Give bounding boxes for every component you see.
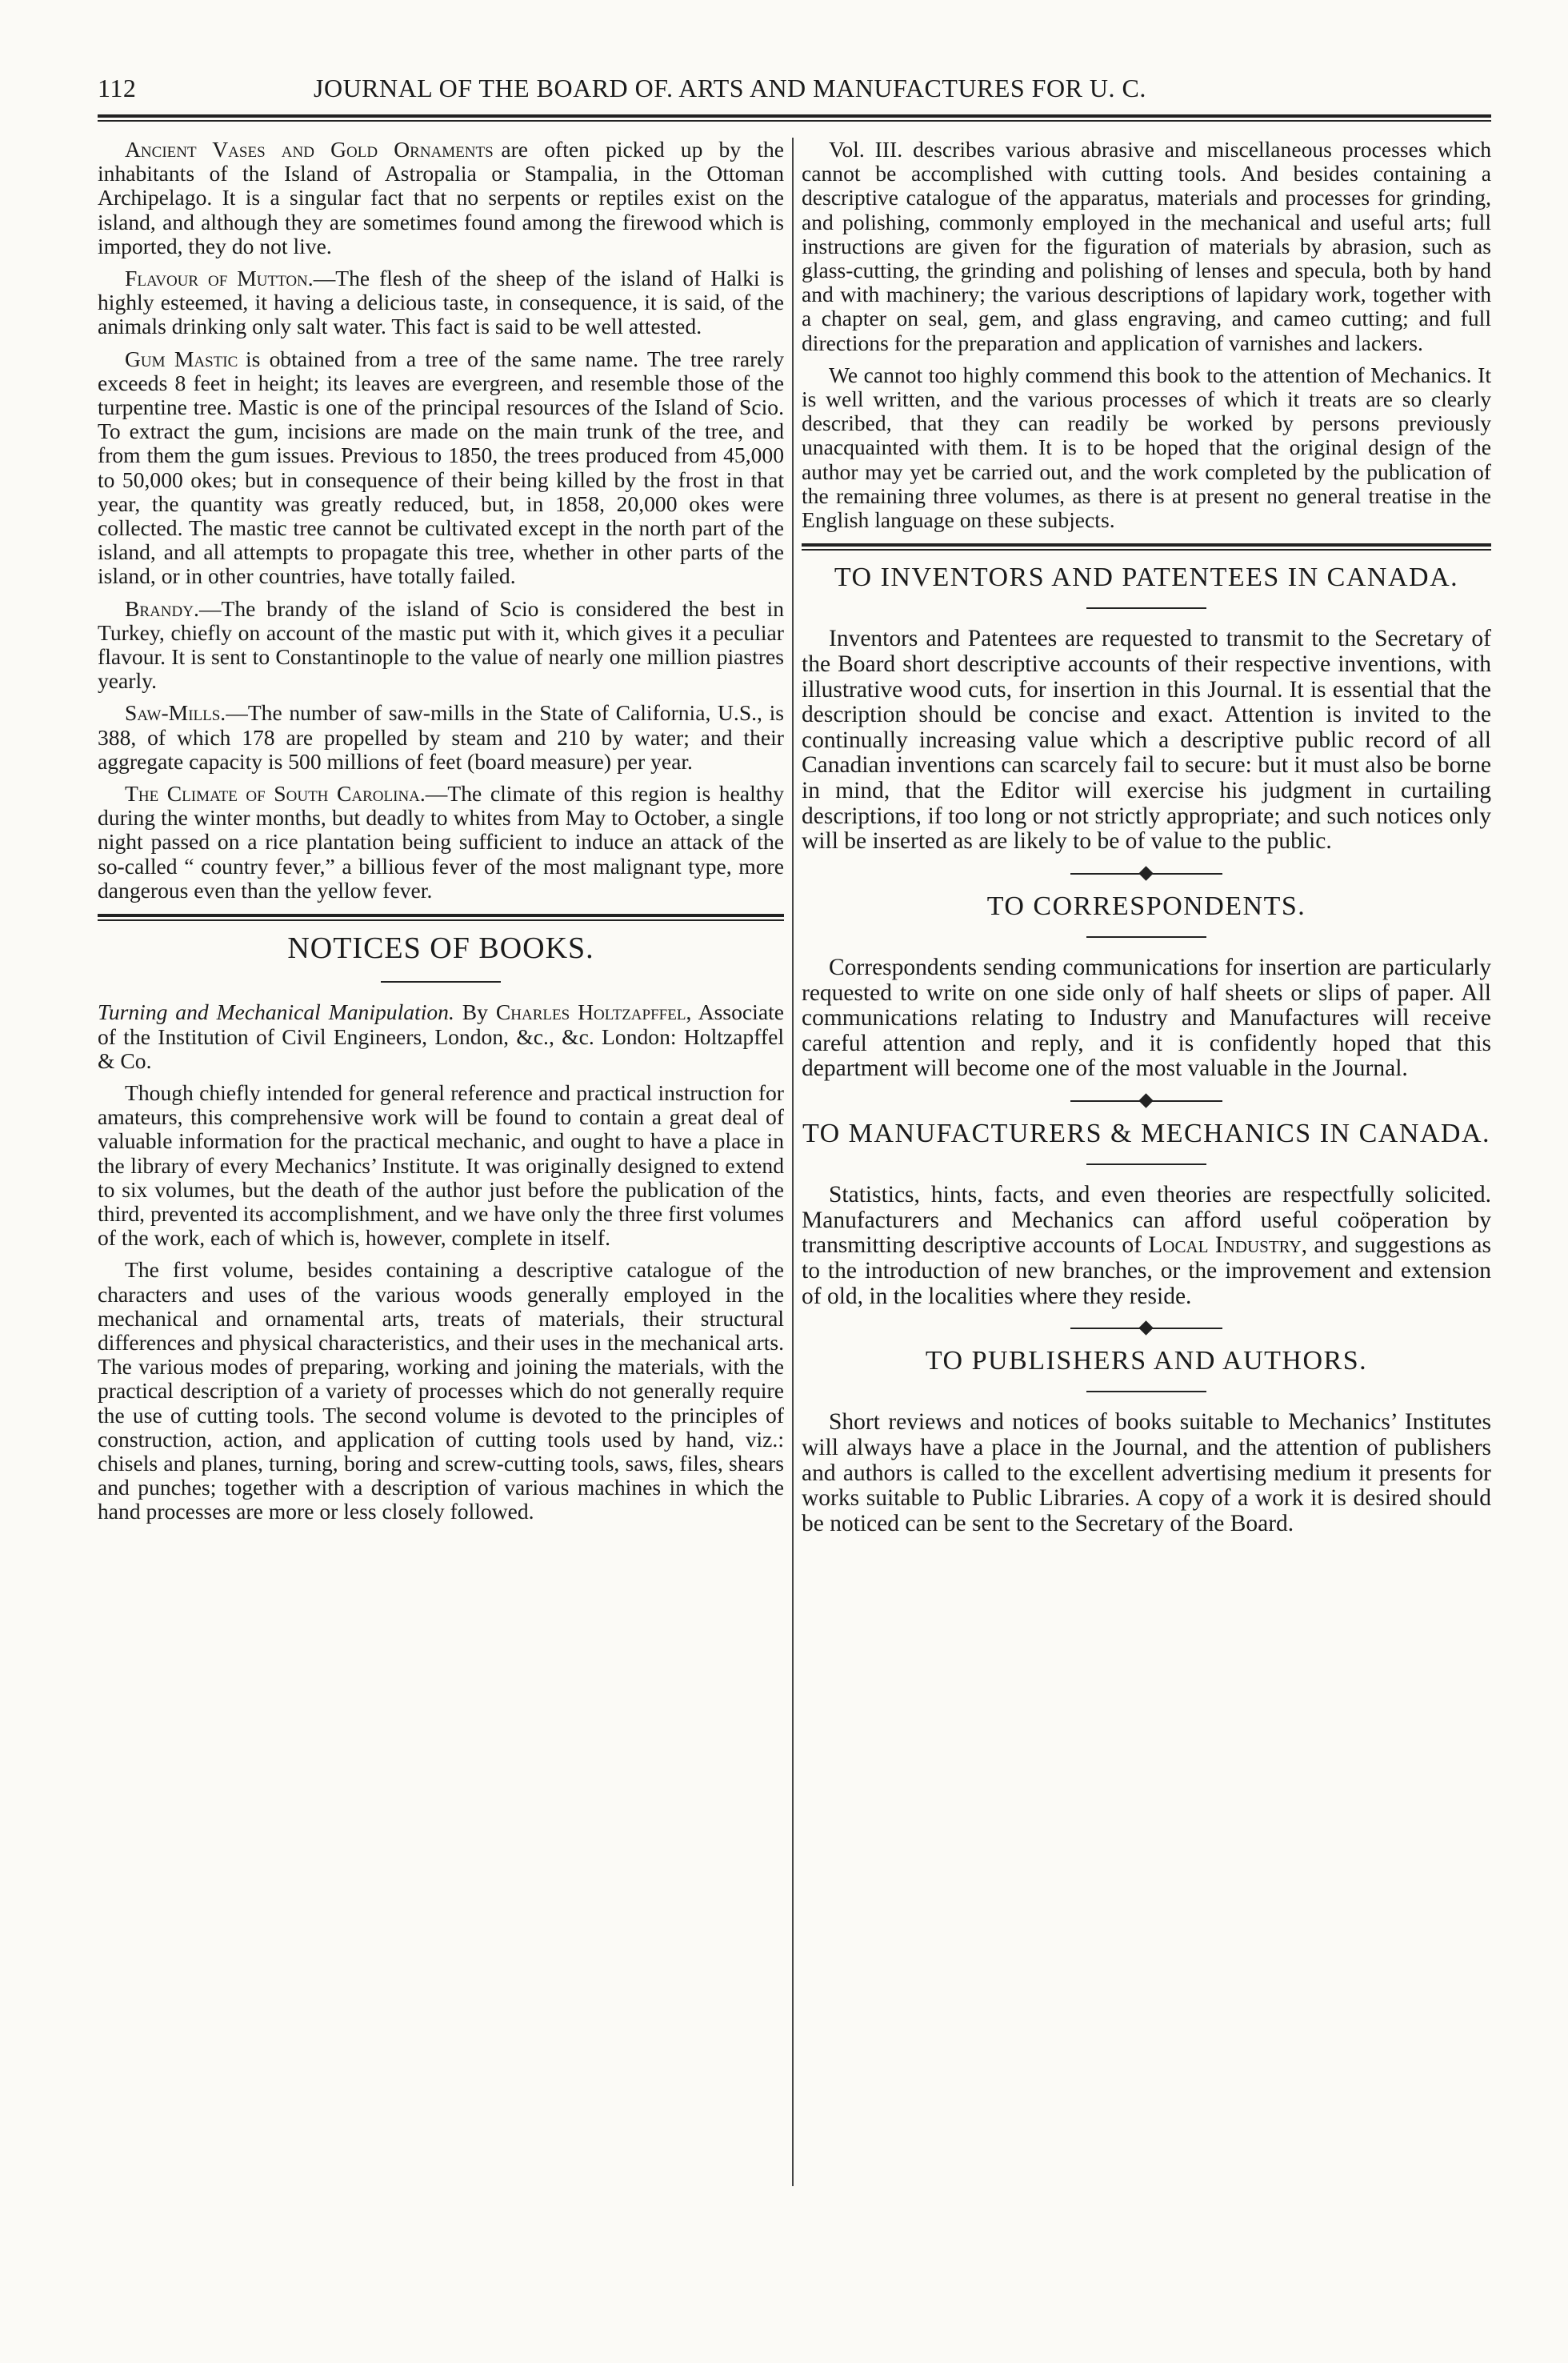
run-in-head: The Climate of South Carolina. — [125, 781, 426, 807]
paragraph-text: are often picked up by the inhabitants of the Island of Astropalia or Stampalia, in the Ottoman Archipelago. It is a singular fact that no serpents or reptiles exist on the island, and although they are sometimes found among the firewood which is imported, they do not live. — [98, 137, 784, 258]
inventors-title: TO INVENTORS AND PATENTEES IN CANADA. — [834, 563, 1459, 593]
paragraph-text: is obtained from a tree of the same name. The tree rarely exceeds 8 feet in height; its leaves are evergreen, and resemble those of the turpentine tree. Mastic is one of the principal resources of the Island of Scio. To extract the gum, incisions are made on the main trunk of the tree, and from them the gum issues. Previous to 1850, the trees produced from 45,000 to 50,000 okes; but in consequence of their being killed by the frost in that year, the quantity was greatly reduced, but, in 1858, 20,000 okes were collected. The mastic tree cannot be cultivated except in the north part of the island, and all attempts to propagate this tree, whether in other parts of the island, or in other countries, have totally failed. — [98, 346, 784, 589]
publishers-text: Short reviews and notices of books suitable to Mechanics’ Institutes will always have a place in the Journal, and the attention of publishers and authors is called to the excellent advertising medium it presents for works suitable to Public Libraries. A copy of a work it is desired should be noticed can be sent to the Secretary of the Board. — [802, 1409, 1491, 1536]
correspondents-title: TO CORRESPONDENTS. — [986, 891, 1306, 921]
column-separator — [792, 138, 794, 2186]
manufacturers-text — [802, 1183, 1491, 1309]
manufacturers-title: TO MANUFACTURERS & MECHANICS IN CANADA. — [802, 1118, 1491, 1148]
run-in-head: Saw-Mills. — [125, 700, 226, 726]
running-head — [98, 74, 1506, 106]
paragraph-text: —The brandy of the island of Scio is considered the best in Turkey, chiefly on account of the mastic put with it, which gives it a peculiar flavour. It is sent to Constantinople to the value of nearly one million piastres yearly. — [98, 595, 784, 694]
inventors-text: Inventors and Patentees are requested to transmit to the Secretary of the Board short descriptive accounts of their respective inventions, with illustrative wood cuts, for insertion in this Journal. It is essential that the description should be concise and exact. Attention is invited to the continually increasing value which a descriptive public record of all Canadian inventions can scarcely fail to secure: but it must also be borne in mind, that the Editor will exercise his judgment in curtailing descriptions, if too long or not strictly appropriate; and such notices only will be inserted as are likely to be of value to the public. — [802, 626, 1491, 855]
paragraph-text: —The flesh of the sheep of the island of Halki is highly esteemed, it having a delicious taste, in consequence, it is said, of the animals drinking only salt water. This fact is said to be well attested. — [98, 266, 784, 339]
diamond-ornament-icon — [1138, 866, 1153, 880]
correspondents-text: Correspondents sending communications for insertion are particularly requested to write on one side only of half sheets or slips of paper. All communications relating to Industry and Manufactures will receive careful attention and reply, and it is confidently hoped that this department will become one of the most valuable in the Journal. — [802, 955, 1491, 1082]
paragraph-vases — [98, 138, 784, 258]
header-rule-thick — [98, 114, 1491, 118]
paragraph-text: —The number of saw-mills in the State of California, U.S., is 388, of which 178 are propelled by steam and 210 by water; and their aggregate capacity is 500 millions of feet (board measure) per year. — [98, 700, 784, 774]
book-review-p1: Though chiefly intended for general reference and practical instruction for amateurs, this comprehensive work will be found to contain a great deal of valuable information for the practical mechanic, and ought to have a place in the library of every Mechanics’ Institute. It was originally designed to extend to six volumes, but the death of the author just before the publication of the third, prevented its accomplishment, and we have only the three first volumes of the work, each of which is, however, complete in itself. — [98, 1079, 784, 1251]
local-industry: Local Industry — [1148, 1232, 1302, 1259]
run-in-head: Flavour of Mutton. — [125, 266, 314, 291]
paragraph-text: —The climate of this region is healthy during the winter months, but deadly to whites from May to October, a single night passed on a rice plantation being sufficient to induce an attack of the so-called “ country fever,” a billious fever of the most malignant type, more dangerous even than the yellow fever. — [98, 781, 784, 903]
diamond-ornament-icon — [1138, 1320, 1153, 1335]
paragraph-brandy — [98, 597, 784, 694]
page-number: 112 — [98, 74, 137, 102]
run-in-head: Ancient Vases and Gold Ornaments — [125, 137, 494, 162]
notices-of-books-title: NOTICES OF BOOKS. — [287, 931, 594, 966]
book-review-vol3: Vol. III. describes various abrasive and miscellaneous processes which cannot be accomplished with cutting tools. And besides containing a descriptive catalogue of the apparatus, materials and processes for grinding, and polishing, commonly employed in the mechanical and useful arts; full instructions are given for the figuration of materials by abrasion, such as glass-cutting, the grinding and polishing of lenses and specula, both by hand and with machinery; the various descriptions of lapidary work, together with a chapter on seal, gem, and glass engraving, and cameo cutting; and full directions for the preparation and application of varnishes and lackers. — [802, 137, 1491, 355]
diamond-ornament-icon — [1138, 1093, 1153, 1107]
title-rule — [381, 981, 501, 983]
run-in-head: Gum Mastic — [125, 346, 238, 371]
book-title: Turning and Mechanical Manipulation. — [98, 999, 454, 1025]
paragraph-mastic — [98, 347, 784, 589]
title-rule — [1086, 607, 1206, 609]
paragraph-climate — [98, 782, 784, 903]
header-rule-thin — [98, 120, 1491, 122]
ornament-rule — [1070, 1320, 1222, 1336]
title-rule — [1086, 1391, 1206, 1392]
paragraph-mutton — [98, 266, 784, 339]
paragraph-sawmills — [98, 701, 784, 774]
book-author-detail: , Associate of the Institution of Civil Engineers, London, &c., &c. London: Holtzapffel & Co. — [98, 999, 784, 1073]
running-title: JOURNAL OF THE BOARD OF. ARTS AND MANUFACTURES FOR U. C. — [314, 74, 1146, 102]
section-rule — [98, 914, 784, 922]
book-review-p2: The first volume, besides containing a descriptive catalogue of the characters and uses of the various woods generally employed in the mechanical and ornamental arts, treats of materials, their structural differences and physical characteristics, and their uses in the mechanical arts. The various modes of preparing, working and joining the materials, with the practical description of a variety of processes which do not generally require the use of cutting tools. The second volume is devoted to the principles of construction, action, and application of cutting tools used by hand, viz.: chisels and planes, turning, boring and screw-cutting tools, saws, files, shears and punches; together with a description of various machines in which the hand processes are more or less closely followed. — [98, 1257, 784, 1524]
paragraph-text: , and suggestions as to the introduction of new branches, or the improvement and extension of old, in the localities where they reside. — [802, 1232, 1492, 1309]
publishers-title: TO PUBLISHERS AND AUTHORS. — [925, 1346, 1368, 1376]
left-column — [98, 138, 784, 1532]
section-rule — [802, 543, 1491, 551]
ornament-rule — [1070, 1093, 1222, 1109]
book-by: By — [462, 999, 488, 1025]
ornament-rule — [1070, 866, 1222, 882]
title-rule — [1086, 936, 1206, 938]
paragraph-text: Statistics, hints, facts, and even theories are respectfully solicited. Manufacturers and Mechanics can afford useful coöperation by transmitting descriptive accounts of — [802, 1182, 1491, 1259]
book-author: Charles Holtzapffel — [495, 999, 686, 1025]
book-citation — [98, 1000, 784, 1073]
right-column — [802, 138, 1491, 1544]
book-review-commend: We cannot too highly commend this book to the attention of Mechanics. It is well written, and the various processes of which it treats are so clearly described, that they can readily be worked by persons previously unacquainted with them. It is to be hoped that the original design of the author may yet be carried out, and the work completed by the publication of the remaining three volumes, as there is at present no general treatise in the English language on these subjects. — [802, 362, 1491, 533]
title-rule — [1086, 1163, 1206, 1165]
run-in-head: Brandy. — [125, 595, 199, 621]
